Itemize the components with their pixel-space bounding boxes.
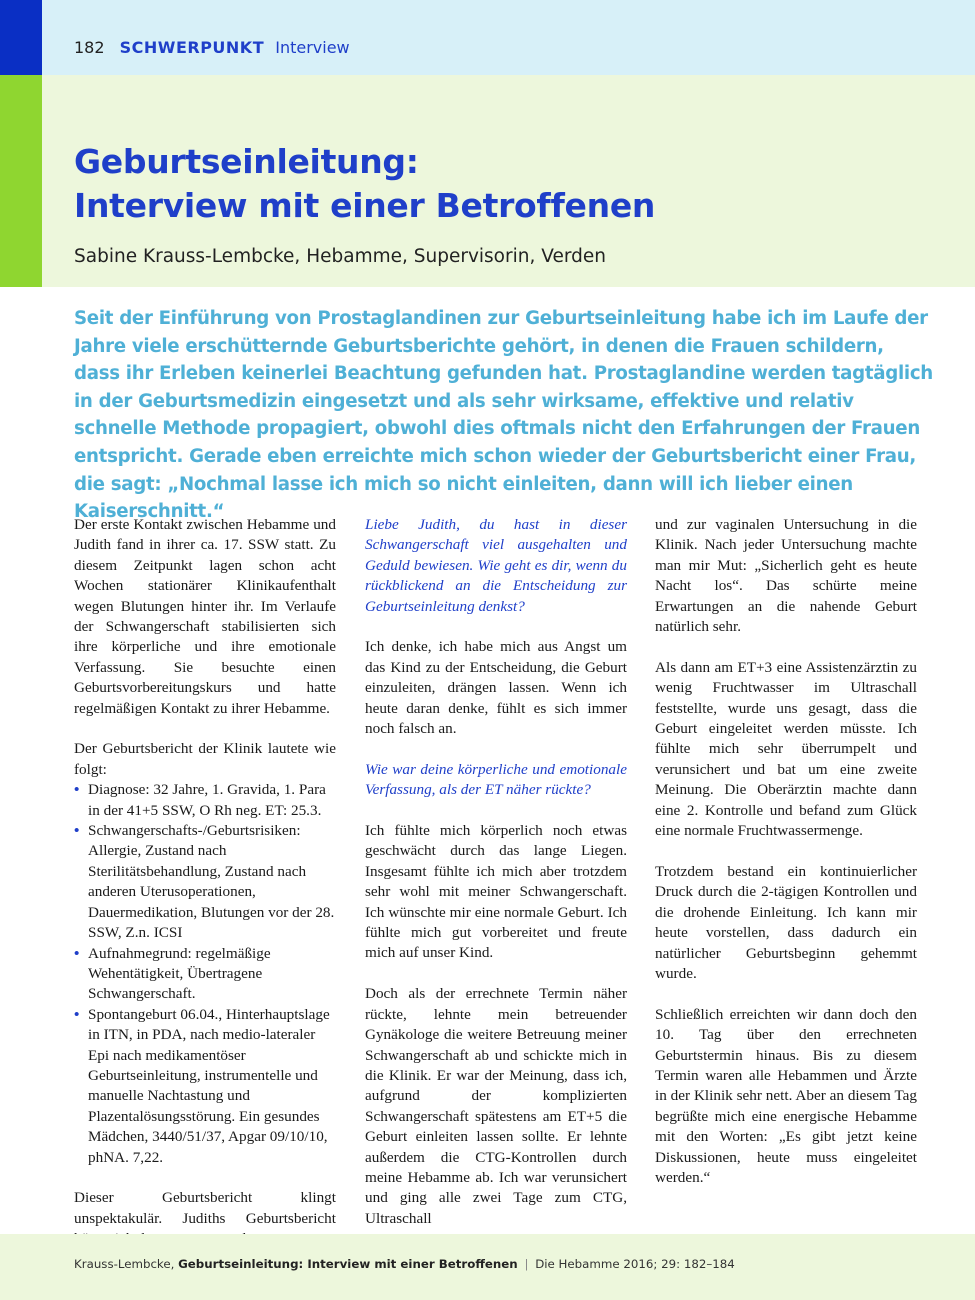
list-item-text: Schwangerschafts-/Geburtsrisiken: Allergie, Zustand nach Sterilitätsbehandlung, Zustand nach anderen Uterusoperationen, Dauermedikation, Blutungen vor der 28. SSW, Z.n. ICSI bbox=[88, 822, 335, 942]
bullet-icon: • bbox=[74, 944, 80, 962]
interview-answer: Ich fühlte mich körperlich noch etwas geschwächt durch das lange Liegen. Insgesamt fühlte ich mich aber trotzdem sehr wohl mit meiner Schwangerschaft. Ich wünschte mir eine normale Geburt. Ich fühlte mich gut vorbereitet und freute mich auf unser Kind. bbox=[365, 822, 627, 962]
lead-paragraph: Seit der Einführung von Prostaglandinen zur Geburtseinleitung habe ich im Laufe der Jahre viele erschütternde Geburtsberichte gehört, in denen die Frauen schildern, dass ihr Erleben keinerlei Beachtung gefunden hat. Prostaglandine werden tagtäglich in der Geburtsmedizin eingesetzt und als sehr wirksame, effektive und relativ schnelle Methode propagiert, obwohl dies oftmals nicht den Erfahrungen der Frauen entspricht. Gerade eben erreichte mich schon wieder der Geburtsbericht einer Frau, die sagt: „Nochmal lasse ich mich so nicht einleiten, dann will ich lieber einen Kaiserschnitt.“ bbox=[74, 308, 933, 523]
list-item-text: Diagnose: 32 Jahre, 1. Gravida, 1. Para in der 41+5 SSW, O Rh neg. ET: 25.3. bbox=[88, 781, 326, 819]
interview-question: Liebe Judith, du hast in dieser Schwangerschaft viel ausgehalten und Geduld bewiesen. Wie geht es dir, wenn du rückblickend an die Entscheidung zur Geburtseinleitung denkst? bbox=[365, 516, 627, 615]
paragraph: Dieser Geburtsbericht klingt unspektakulär. Judiths Geburtsbericht bbox=[74, 1189, 336, 1227]
interview-question: Wie war deine körperliche und emotionale Verfassung, als der ET näher rückte? bbox=[365, 760, 627, 799]
running-header bbox=[74, 38, 350, 57]
interview-answer: Als dann am ET+3 eine Assistenzärztin zu wenig Fruchtwasser im Ultraschall feststellte, wurde uns gesagt, dass die Geburt eingeleitet werden müsste. Ich fühlte mich sehr überrumpelt und verunsichert und bat um eine zweite Meinung. Die Oberärztin machte dann eine 2. Kontrolle und befand zum Glück eine normale Fruchtwassermenge. bbox=[655, 658, 917, 840]
footer-journal: Die Hebamme 2016; 29: 182–184 bbox=[535, 1257, 735, 1271]
interview-answer: Doch als der errechnete Termin näher rückte, lehnte mein betreuender Gynäkologe die weitere Betreuung meiner Schwangerschaft ab und schickte mich in die Klinik. Er war der Meinung, dass ich, aufgrund der komplizierten Schwangerschaft spätestens am ET+5 die Geburt einleiten lassen sollte. Er lehnte außerdem die CTG-Kontrollen durch meine Hebamme ab. Ich war verunsichert und ging alle zwei Tage zum CTG, Ultraschall bbox=[365, 985, 627, 1227]
interview-answer: und zur vaginalen Untersuchung in die Klinik. Nach jeder Untersuchung machte man mir Mut: „Sicherlich geht es heute Nacht los“. Das schürte meine Erwartungen an die nahende Geburt natürlich sehr. bbox=[655, 516, 917, 636]
list-item bbox=[74, 944, 336, 1005]
bullet-icon: • bbox=[74, 781, 80, 799]
paragraph: Der Geburtsbericht der Klinik lautete wie folgt: bbox=[74, 740, 336, 778]
article-title bbox=[74, 140, 655, 228]
citation-footer bbox=[74, 1257, 735, 1271]
list-item bbox=[74, 821, 336, 943]
paragraph: Der erste Kontakt zwischen Hebamme und Judith fand in ihrer ca. 17. SSW statt. Zu diesem Zeitpunkt lagen schon acht Wochen stationärer Klinikaufenthalt wegen Blutungen hinter ihr. Im Verlaufe der Schwangerschaft stabilisierten sich ihre körperliche und ihre emotionale Verfassung. Sie besuchte einen Geburtsvorbereitungskurs und hatte regelmäßigen Kontakt zu ihrer Hebamme. bbox=[74, 516, 336, 717]
title-line-2: Interview mit einer Betroffenen bbox=[74, 186, 656, 225]
interview-answer: Ich denke, ich habe mich aus Angst um das Kind zu der Entscheidung, die Geburt einzuleiten, drängen lassen. Wenn ich heute daran denke, fühlt es sich immer noch falsch an. bbox=[365, 638, 627, 738]
title-color-block bbox=[0, 75, 42, 287]
bullet-icon: • bbox=[74, 822, 80, 840]
footer-separator: | bbox=[524, 1257, 529, 1271]
footer-author: Krauss-Lembcke, bbox=[74, 1257, 175, 1271]
page-number: 182 bbox=[74, 38, 105, 57]
list-item bbox=[74, 1005, 336, 1168]
author-line: Sabine Krauss-Lembcke, Hebamme, Supervisorin, Verden bbox=[74, 246, 606, 267]
list-item bbox=[74, 780, 336, 821]
section-label: SCHWERPUNKT bbox=[119, 38, 265, 57]
list-item-text: Spontangeburt 06.04., Hinterhauptslage in ITN, in PDA, nach medio-lateraler Epi nach medikamentöser Geburtseinleitung, instrumentelle und manuelle Nachtastung und Plazentalösungsstörung. Ein gesundes Mädchen, 3440/51/37, Apgar 09/10/10, phNA. 7,22. bbox=[88, 1005, 330, 1166]
column-1 bbox=[74, 515, 336, 1270]
header-color-block bbox=[0, 0, 42, 75]
footer-band bbox=[0, 1234, 975, 1300]
interview-answer: Schließlich erreichten wir dann doch den 10. Tag über den errechneten Geburtstermin hinaus. Bis zu diesem Termin waren alle Hebammen und Ärzte in der Klinik sehr nett. Aber an diesem Tag begrüßte mich eine energische Hebamme mit den Worten: „Es gibt jetzt keine Diskussionen, heute muss eingeleitet werden.“ bbox=[655, 1005, 917, 1186]
bullet-icon: • bbox=[74, 1005, 80, 1023]
bullet-list bbox=[74, 780, 336, 1168]
subsection-label: Interview bbox=[275, 38, 350, 57]
interview-answer: Trotzdem bestand ein kontinuierlicher Druck durch die 2-tägigen Kontrollen und die drohende Einleitung. Ich kann mir heute vorstellen, dass dadurch ein natürlicher Geburtsbeginn gehemmt wurde. bbox=[655, 862, 917, 982]
column-3 bbox=[655, 515, 917, 1209]
title-line-1: Geburtseinleitung: bbox=[74, 142, 419, 181]
list-item-text: Aufnahmegrund: regelmäßige Wehentätigkeit, Übertragene Schwangerschaft. bbox=[88, 944, 271, 1003]
column-2 bbox=[365, 515, 627, 1250]
footer-title: Geburtseinleitung: Interview mit einer Betroffenen bbox=[178, 1257, 518, 1271]
